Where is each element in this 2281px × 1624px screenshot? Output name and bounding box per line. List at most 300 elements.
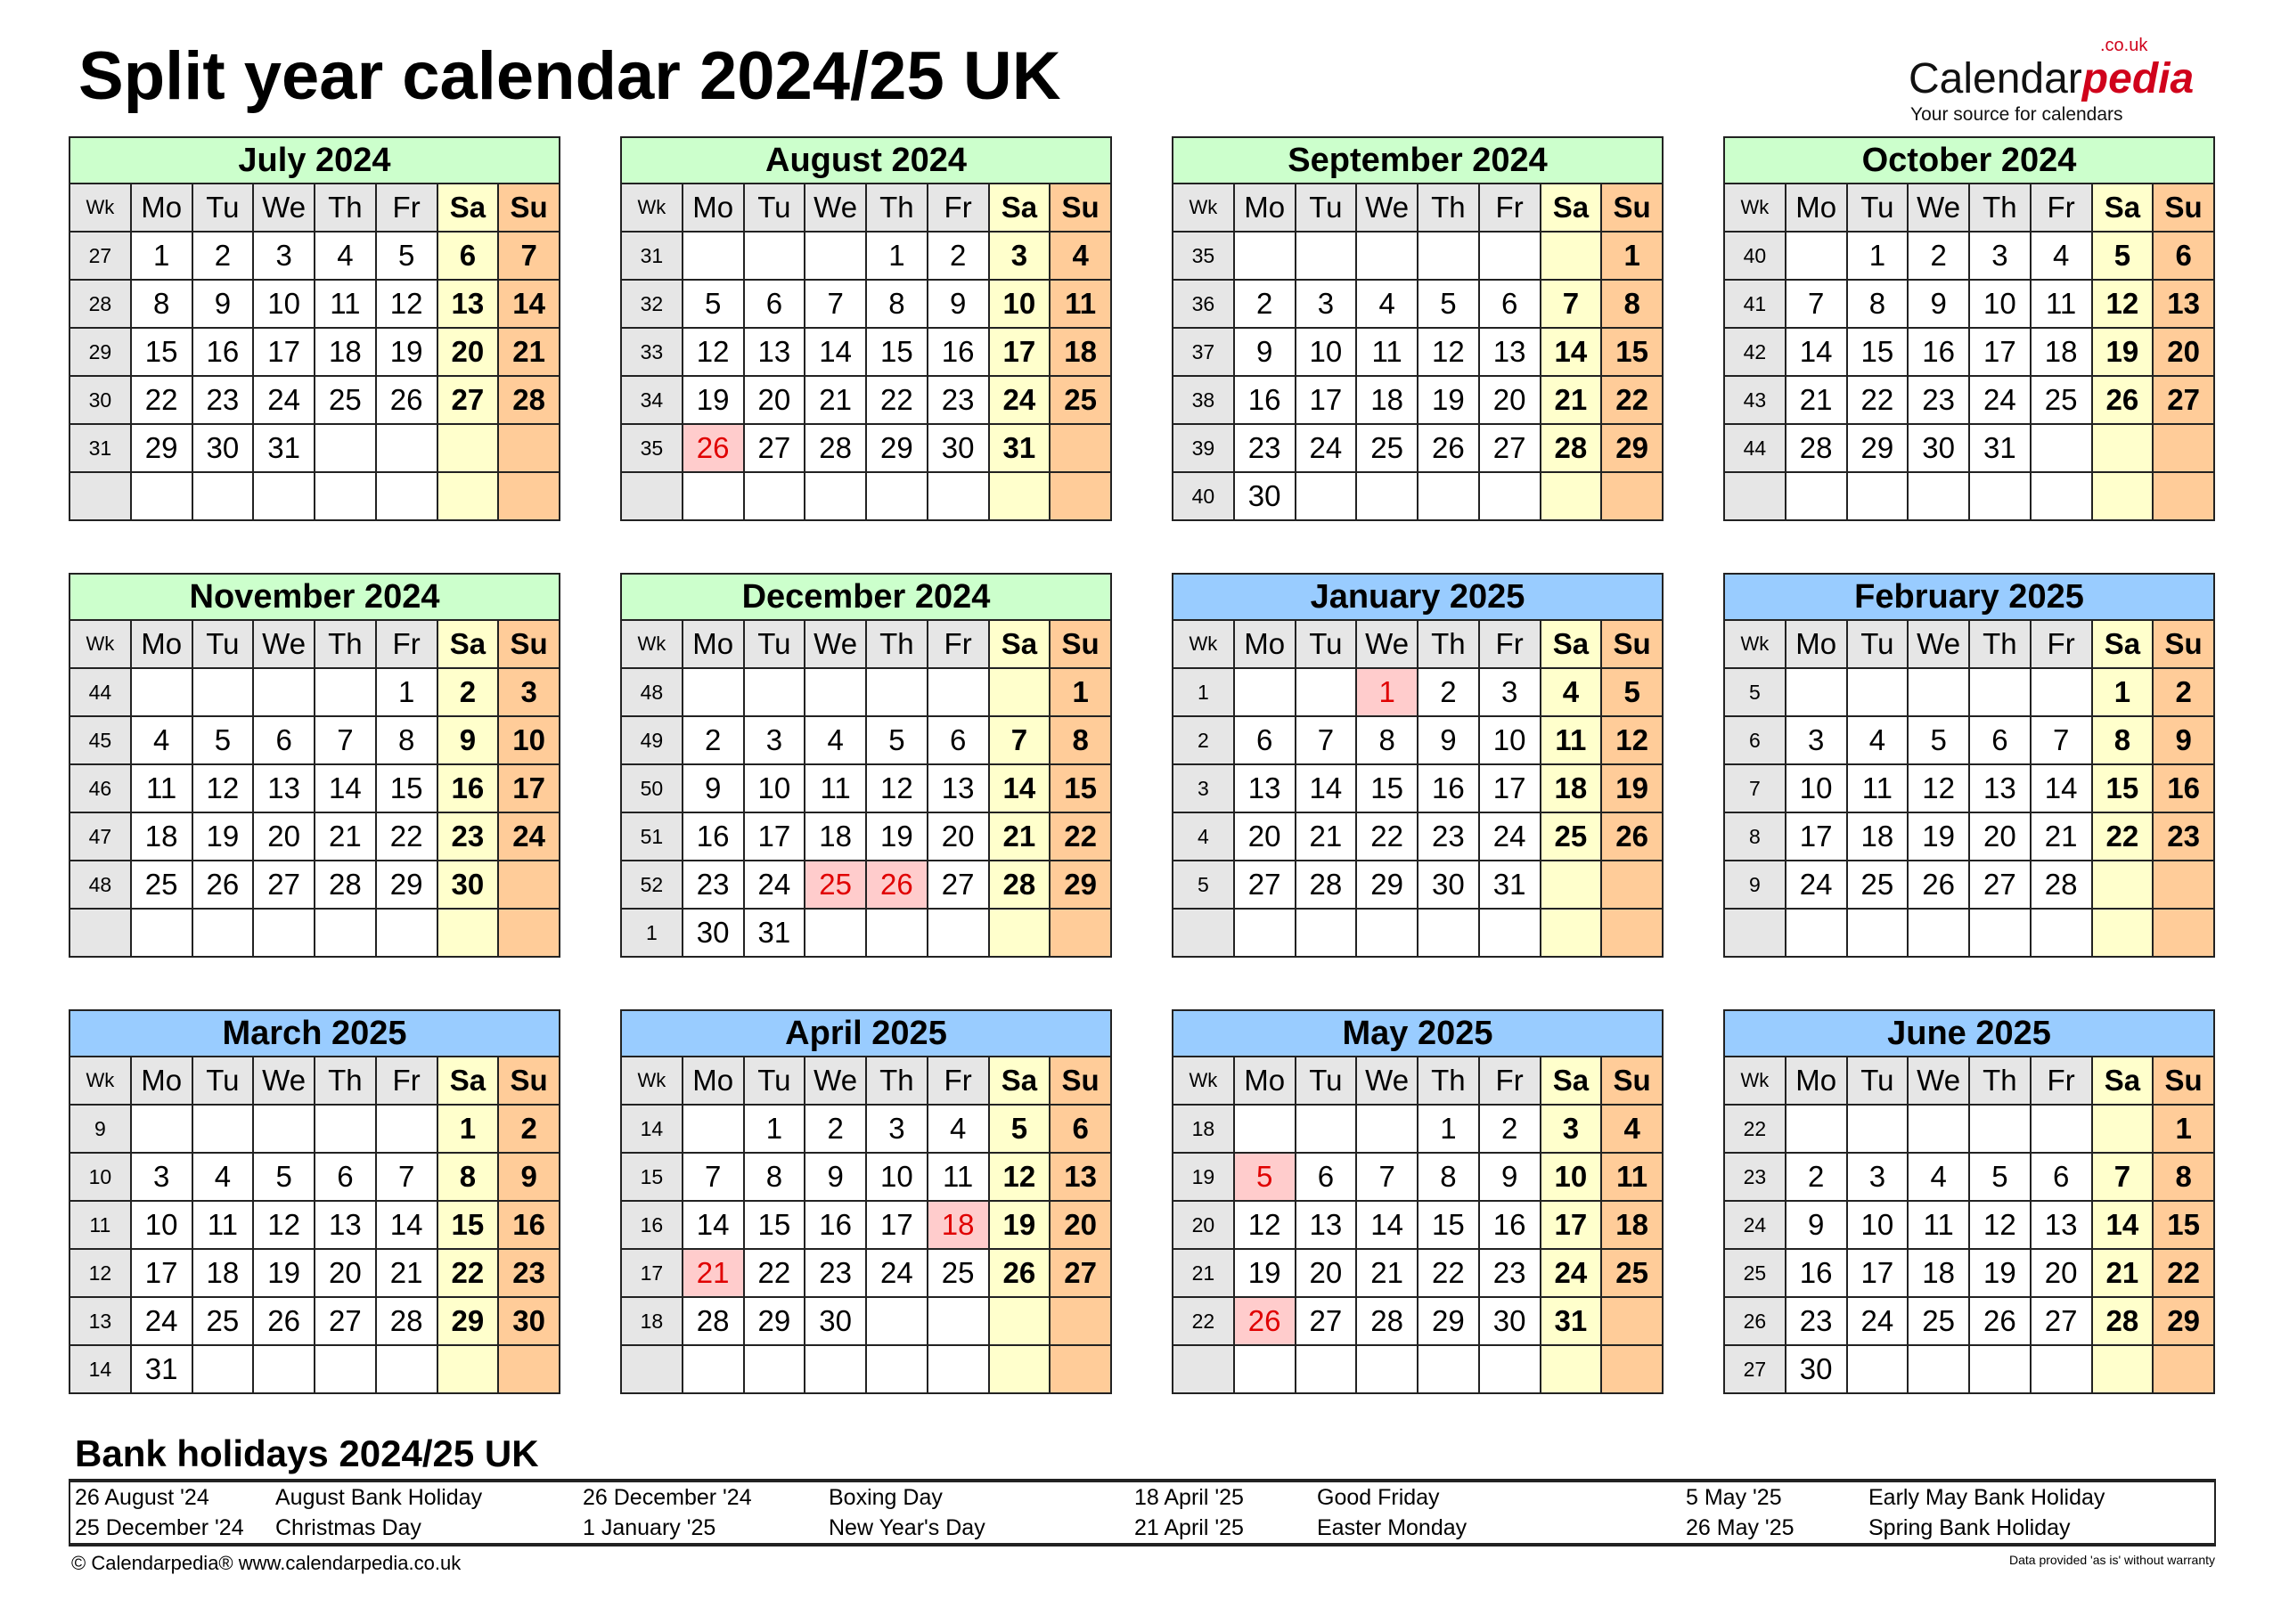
day-cell[interactable]: 30 [805,1297,866,1345]
day-cell[interactable]: 18 [1541,764,1602,812]
day-cell[interactable]: 20 [1969,812,2031,861]
day-cell[interactable]: 21 [2092,1249,2154,1297]
day-cell[interactable]: 20 [2153,328,2214,376]
day-cell[interactable]: 23 [1479,1249,1541,1297]
day-cell[interactable]: 18 [1847,812,1909,861]
day-cell[interactable]: 14 [805,328,866,376]
day-cell[interactable]: 23 [498,1249,560,1297]
day-cell[interactable]: 13 [2031,1201,2092,1249]
day-cell[interactable]: 22 [437,1249,499,1297]
day-cell[interactable]: 17 [866,1201,928,1249]
day-cell[interactable]: 11 [1847,764,1909,812]
day-cell[interactable]: 20 [315,1249,376,1297]
day-cell[interactable]: 10 [131,1201,192,1249]
day-cell[interactable]: 18 [1601,1201,1663,1249]
day-cell[interactable]: 19 [1234,1249,1296,1297]
day-cell[interactable]: 8 [1847,280,1909,328]
day-cell[interactable]: 16 [192,328,254,376]
day-cell[interactable]: 24 [131,1297,192,1345]
day-cell[interactable]: 21 [1786,376,1847,424]
day-cell[interactable]: 1 [744,1105,805,1153]
day-cell[interactable]: 22 [2092,812,2154,861]
day-cell[interactable]: 26 [1418,424,1479,472]
day-cell[interactable]: 13 [1050,1153,1111,1201]
day-cell[interactable]: 19 [1601,764,1663,812]
day-cell[interactable]: 21 [498,328,560,376]
day-cell[interactable]: 5 [1969,1153,2031,1201]
day-cell[interactable]: 29 [1356,861,1418,909]
day-cell[interactable]: 16 [437,764,499,812]
day-cell[interactable]: 18 [192,1249,254,1297]
day-cell[interactable]: 31 [131,1345,192,1393]
day-cell[interactable]: 24 [866,1249,928,1297]
day-cell[interactable]: 2 [1786,1153,1847,1201]
day-cell[interactable]: 26 [989,1249,1051,1297]
day-cell[interactable]: 8 [437,1153,499,1201]
day-cell[interactable]: 24 [1479,812,1541,861]
day-cell[interactable]: 5 [1418,280,1479,328]
day-cell[interactable]: 13 [315,1201,376,1249]
day-cell[interactable]: 6 [744,280,805,328]
day-cell[interactable]: 1 [1418,1105,1479,1153]
day-cell[interactable]: 14 [2031,764,2092,812]
day-cell[interactable]: 4 [1908,1153,1969,1201]
day-cell[interactable]: 4 [192,1153,254,1201]
day-cell[interactable]: 25 [2031,376,2092,424]
day-cell[interactable]: 2 [805,1105,866,1153]
day-cell[interactable]: 15 [1601,328,1663,376]
day-cell[interactable]: 3 [1541,1105,1602,1153]
day-cell[interactable]: 11 [315,280,376,328]
day-cell[interactable]: 26 [1969,1297,2031,1345]
day-cell[interactable]: 5 [683,280,744,328]
holiday-day-cell[interactable]: 18 [928,1201,989,1249]
day-cell[interactable]: 12 [1234,1201,1296,1249]
day-cell[interactable]: 12 [1418,328,1479,376]
day-cell[interactable]: 29 [866,424,928,472]
day-cell[interactable]: 15 [1847,328,1909,376]
day-cell[interactable]: 9 [1479,1153,1541,1201]
day-cell[interactable]: 31 [1969,424,2031,472]
day-cell[interactable]: 12 [866,764,928,812]
day-cell[interactable]: 12 [1908,764,1969,812]
day-cell[interactable]: 29 [376,861,437,909]
day-cell[interactable]: 23 [1786,1297,1847,1345]
day-cell[interactable]: 3 [253,232,315,280]
day-cell[interactable]: 30 [683,909,744,957]
day-cell[interactable]: 26 [1601,812,1663,861]
day-cell[interactable]: 6 [1296,1153,1357,1201]
day-cell[interactable]: 23 [1234,424,1296,472]
day-cell[interactable]: 13 [928,764,989,812]
day-cell[interactable]: 8 [1050,716,1111,764]
day-cell[interactable]: 10 [989,280,1051,328]
day-cell[interactable]: 19 [989,1201,1051,1249]
day-cell[interactable]: 23 [2153,812,2214,861]
day-cell[interactable]: 15 [1356,764,1418,812]
day-cell[interactable]: 27 [2031,1297,2092,1345]
day-cell[interactable]: 25 [1601,1249,1663,1297]
day-cell[interactable]: 19 [866,812,928,861]
day-cell[interactable]: 11 [928,1153,989,1201]
day-cell[interactable]: 19 [1418,376,1479,424]
day-cell[interactable]: 14 [1541,328,1602,376]
day-cell[interactable]: 22 [1847,376,1909,424]
holiday-day-cell[interactable]: 21 [683,1249,744,1297]
day-cell[interactable]: 28 [315,861,376,909]
day-cell[interactable]: 17 [1969,328,2031,376]
day-cell[interactable]: 4 [928,1105,989,1153]
day-cell[interactable]: 23 [1908,376,1969,424]
day-cell[interactable]: 6 [1479,280,1541,328]
holiday-day-cell[interactable]: 5 [1234,1153,1296,1201]
day-cell[interactable]: 11 [805,764,866,812]
day-cell[interactable]: 8 [1356,716,1418,764]
day-cell[interactable]: 6 [2031,1153,2092,1201]
day-cell[interactable]: 11 [1541,716,1602,764]
day-cell[interactable]: 28 [376,1297,437,1345]
day-cell[interactable]: 29 [1418,1297,1479,1345]
day-cell[interactable]: 7 [1541,280,1602,328]
day-cell[interactable]: 25 [1908,1297,1969,1345]
day-cell[interactable]: 31 [744,909,805,957]
day-cell[interactable]: 20 [1296,1249,1357,1297]
day-cell[interactable]: 12 [683,328,744,376]
day-cell[interactable]: 30 [1479,1297,1541,1345]
day-cell[interactable]: 21 [376,1249,437,1297]
day-cell[interactable]: 27 [2153,376,2214,424]
day-cell[interactable]: 28 [2092,1297,2154,1345]
day-cell[interactable]: 10 [1969,280,2031,328]
day-cell[interactable]: 16 [1786,1249,1847,1297]
day-cell[interactable]: 25 [1356,424,1418,472]
day-cell[interactable]: 12 [2092,280,2154,328]
day-cell[interactable]: 26 [192,861,254,909]
day-cell[interactable]: 17 [131,1249,192,1297]
day-cell[interactable]: 19 [376,328,437,376]
day-cell[interactable]: 1 [1050,668,1111,716]
day-cell[interactable]: 1 [1847,232,1909,280]
day-cell[interactable]: 6 [1050,1105,1111,1153]
day-cell[interactable]: 10 [866,1153,928,1201]
day-cell[interactable]: 24 [1541,1249,1602,1297]
day-cell[interactable]: 1 [2153,1105,2214,1153]
day-cell[interactable]: 28 [1356,1297,1418,1345]
day-cell[interactable]: 24 [1847,1297,1909,1345]
day-cell[interactable]: 3 [1969,232,2031,280]
day-cell[interactable]: 16 [928,328,989,376]
day-cell[interactable]: 18 [131,812,192,861]
day-cell[interactable]: 24 [1786,861,1847,909]
day-cell[interactable]: 25 [1541,812,1602,861]
day-cell[interactable]: 12 [192,764,254,812]
day-cell[interactable]: 17 [989,328,1051,376]
holiday-day-cell[interactable]: 26 [683,424,744,472]
day-cell[interactable]: 22 [376,812,437,861]
day-cell[interactable]: 15 [1418,1201,1479,1249]
day-cell[interactable]: 20 [928,812,989,861]
day-cell[interactable]: 3 [744,716,805,764]
day-cell[interactable]: 7 [1786,280,1847,328]
day-cell[interactable]: 12 [253,1201,315,1249]
day-cell[interactable]: 21 [315,812,376,861]
day-cell[interactable]: 20 [1050,1201,1111,1249]
day-cell[interactable]: 31 [1541,1297,1602,1345]
day-cell[interactable]: 29 [744,1297,805,1345]
day-cell[interactable]: 25 [1050,376,1111,424]
day-cell[interactable]: 30 [437,861,499,909]
day-cell[interactable]: 9 [437,716,499,764]
day-cell[interactable]: 2 [1234,280,1296,328]
day-cell[interactable]: 10 [1296,328,1357,376]
day-cell[interactable]: 17 [1541,1201,1602,1249]
day-cell[interactable]: 23 [437,812,499,861]
day-cell[interactable]: 10 [253,280,315,328]
day-cell[interactable]: 7 [1356,1153,1418,1201]
day-cell[interactable]: 8 [744,1153,805,1201]
day-cell[interactable]: 9 [683,764,744,812]
day-cell[interactable]: 1 [2092,668,2154,716]
day-cell[interactable]: 29 [2153,1297,2214,1345]
day-cell[interactable]: 16 [1479,1201,1541,1249]
day-cell[interactable]: 16 [1234,376,1296,424]
day-cell[interactable]: 13 [437,280,499,328]
day-cell[interactable]: 26 [376,376,437,424]
day-cell[interactable]: 27 [1234,861,1296,909]
day-cell[interactable]: 4 [131,716,192,764]
day-cell[interactable]: 11 [2031,280,2092,328]
day-cell[interactable]: 15 [376,764,437,812]
day-cell[interactable]: 20 [253,812,315,861]
day-cell[interactable]: 9 [1786,1201,1847,1249]
day-cell[interactable]: 11 [1356,328,1418,376]
day-cell[interactable]: 3 [866,1105,928,1153]
day-cell[interactable]: 3 [498,668,560,716]
day-cell[interactable]: 15 [744,1201,805,1249]
day-cell[interactable]: 5 [1601,668,1663,716]
day-cell[interactable]: 13 [2153,280,2214,328]
day-cell[interactable]: 22 [1601,376,1663,424]
day-cell[interactable]: 21 [1541,376,1602,424]
day-cell[interactable]: 12 [1601,716,1663,764]
day-cell[interactable]: 31 [989,424,1051,472]
day-cell[interactable]: 27 [1479,424,1541,472]
day-cell[interactable]: 17 [744,812,805,861]
day-cell[interactable]: 9 [2153,716,2214,764]
day-cell[interactable]: 18 [1050,328,1111,376]
day-cell[interactable]: 27 [1050,1249,1111,1297]
day-cell[interactable]: 3 [1479,668,1541,716]
day-cell[interactable]: 30 [928,424,989,472]
day-cell[interactable]: 28 [2031,861,2092,909]
day-cell[interactable]: 30 [1234,472,1296,520]
day-cell[interactable]: 27 [1969,861,2031,909]
day-cell[interactable]: 7 [805,280,866,328]
day-cell[interactable]: 2 [437,668,499,716]
day-cell[interactable]: 15 [866,328,928,376]
day-cell[interactable]: 29 [131,424,192,472]
day-cell[interactable]: 10 [1786,764,1847,812]
day-cell[interactable]: 9 [805,1153,866,1201]
day-cell[interactable]: 19 [1969,1249,2031,1297]
day-cell[interactable]: 13 [1479,328,1541,376]
day-cell[interactable]: 1 [131,232,192,280]
day-cell[interactable]: 28 [1786,424,1847,472]
day-cell[interactable]: 14 [498,280,560,328]
day-cell[interactable]: 6 [315,1153,376,1201]
day-cell[interactable]: 23 [683,861,744,909]
day-cell[interactable]: 4 [805,716,866,764]
day-cell[interactable]: 27 [315,1297,376,1345]
day-cell[interactable]: 2 [2153,668,2214,716]
day-cell[interactable]: 3 [131,1153,192,1201]
day-cell[interactable]: 29 [437,1297,499,1345]
day-cell[interactable]: 29 [1050,861,1111,909]
day-cell[interactable]: 7 [2092,1153,2154,1201]
day-cell[interactable]: 10 [498,716,560,764]
day-cell[interactable]: 28 [1541,424,1602,472]
day-cell[interactable]: 28 [683,1297,744,1345]
day-cell[interactable]: 14 [2092,1201,2154,1249]
day-cell[interactable]: 5 [866,716,928,764]
day-cell[interactable]: 18 [315,328,376,376]
day-cell[interactable]: 24 [1969,376,2031,424]
day-cell[interactable]: 5 [1908,716,1969,764]
day-cell[interactable]: 14 [376,1201,437,1249]
day-cell[interactable]: 27 [437,376,499,424]
day-cell[interactable]: 7 [498,232,560,280]
day-cell[interactable]: 22 [131,376,192,424]
day-cell[interactable]: 15 [2092,764,2154,812]
day-cell[interactable]: 19 [2092,328,2154,376]
day-cell[interactable]: 10 [1479,716,1541,764]
day-cell[interactable]: 21 [1296,812,1357,861]
day-cell[interactable]: 26 [2092,376,2154,424]
day-cell[interactable]: 22 [1356,812,1418,861]
day-cell[interactable]: 4 [315,232,376,280]
day-cell[interactable]: 5 [253,1153,315,1201]
day-cell[interactable]: 30 [498,1297,560,1345]
day-cell[interactable]: 8 [866,280,928,328]
day-cell[interactable]: 6 [928,716,989,764]
holiday-day-cell[interactable]: 26 [1234,1297,1296,1345]
day-cell[interactable]: 14 [989,764,1051,812]
day-cell[interactable]: 1 [376,668,437,716]
day-cell[interactable]: 5 [2092,232,2154,280]
day-cell[interactable]: 28 [1296,861,1357,909]
day-cell[interactable]: 2 [498,1105,560,1153]
day-cell[interactable]: 29 [1601,424,1663,472]
day-cell[interactable]: 12 [1969,1201,2031,1249]
day-cell[interactable]: 7 [2031,716,2092,764]
day-cell[interactable]: 7 [683,1153,744,1201]
day-cell[interactable]: 25 [928,1249,989,1297]
day-cell[interactable]: 11 [192,1201,254,1249]
day-cell[interactable]: 6 [2153,232,2214,280]
day-cell[interactable]: 16 [683,812,744,861]
day-cell[interactable]: 22 [1418,1249,1479,1297]
calendarpedia-logo[interactable] [1909,36,2229,128]
day-cell[interactable]: 8 [1418,1153,1479,1201]
day-cell[interactable]: 9 [1418,716,1479,764]
day-cell[interactable]: 25 [1847,861,1909,909]
day-cell[interactable]: 16 [1908,328,1969,376]
day-cell[interactable]: 6 [437,232,499,280]
day-cell[interactable]: 11 [131,764,192,812]
day-cell[interactable]: 17 [1479,764,1541,812]
day-cell[interactable]: 27 [744,424,805,472]
day-cell[interactable]: 7 [1296,716,1357,764]
day-cell[interactable]: 15 [437,1201,499,1249]
day-cell[interactable]: 21 [2031,812,2092,861]
day-cell[interactable]: 4 [1050,232,1111,280]
day-cell[interactable]: 20 [1479,376,1541,424]
day-cell[interactable]: 22 [1050,812,1111,861]
day-cell[interactable]: 6 [1969,716,2031,764]
day-cell[interactable]: 23 [1418,812,1479,861]
day-cell[interactable]: 19 [1908,812,1969,861]
day-cell[interactable]: 28 [989,861,1051,909]
day-cell[interactable]: 4 [1356,280,1418,328]
day-cell[interactable]: 11 [1601,1153,1663,1201]
holiday-day-cell[interactable]: 26 [866,861,928,909]
day-cell[interactable]: 11 [1050,280,1111,328]
day-cell[interactable]: 24 [744,861,805,909]
day-cell[interactable]: 23 [805,1249,866,1297]
day-cell[interactable]: 2 [192,232,254,280]
day-cell[interactable]: 8 [131,280,192,328]
footer-copyright[interactable]: © Calendarpedia® www.calendarpedia.co.uk [71,1552,462,1574]
day-cell[interactable]: 11 [1908,1201,1969,1249]
day-cell[interactable]: 5 [192,716,254,764]
day-cell[interactable]: 26 [253,1297,315,1345]
day-cell[interactable]: 1 [1601,232,1663,280]
day-cell[interactable]: 15 [131,328,192,376]
day-cell[interactable]: 8 [2153,1153,2214,1201]
holiday-day-cell[interactable]: 25 [805,861,866,909]
day-cell[interactable]: 2 [1908,232,1969,280]
day-cell[interactable]: 8 [2092,716,2154,764]
day-cell[interactable]: 3 [989,232,1051,280]
day-cell[interactable]: 24 [498,812,560,861]
day-cell[interactable]: 4 [2031,232,2092,280]
day-cell[interactable]: 23 [192,376,254,424]
day-cell[interactable]: 4 [1601,1105,1663,1153]
day-cell[interactable]: 12 [989,1153,1051,1201]
day-cell[interactable]: 30 [1786,1345,1847,1393]
day-cell[interactable]: 2 [683,716,744,764]
day-cell[interactable]: 30 [192,424,254,472]
day-cell[interactable]: 23 [928,376,989,424]
day-cell[interactable]: 28 [805,424,866,472]
day-cell[interactable]: 27 [253,861,315,909]
day-cell[interactable]: 14 [1356,1201,1418,1249]
day-cell[interactable]: 4 [1847,716,1909,764]
day-cell[interactable]: 25 [192,1297,254,1345]
day-cell[interactable]: 19 [683,376,744,424]
day-cell[interactable]: 13 [1969,764,2031,812]
day-cell[interactable]: 1 [866,232,928,280]
day-cell[interactable]: 20 [744,376,805,424]
day-cell[interactable]: 17 [1847,1249,1909,1297]
day-cell[interactable]: 5 [376,232,437,280]
day-cell[interactable]: 20 [2031,1249,2092,1297]
day-cell[interactable]: 17 [498,764,560,812]
day-cell[interactable]: 2 [1418,668,1479,716]
day-cell[interactable]: 26 [1908,861,1969,909]
holiday-day-cell[interactable]: 1 [1356,668,1418,716]
day-cell[interactable]: 2 [1479,1105,1541,1153]
